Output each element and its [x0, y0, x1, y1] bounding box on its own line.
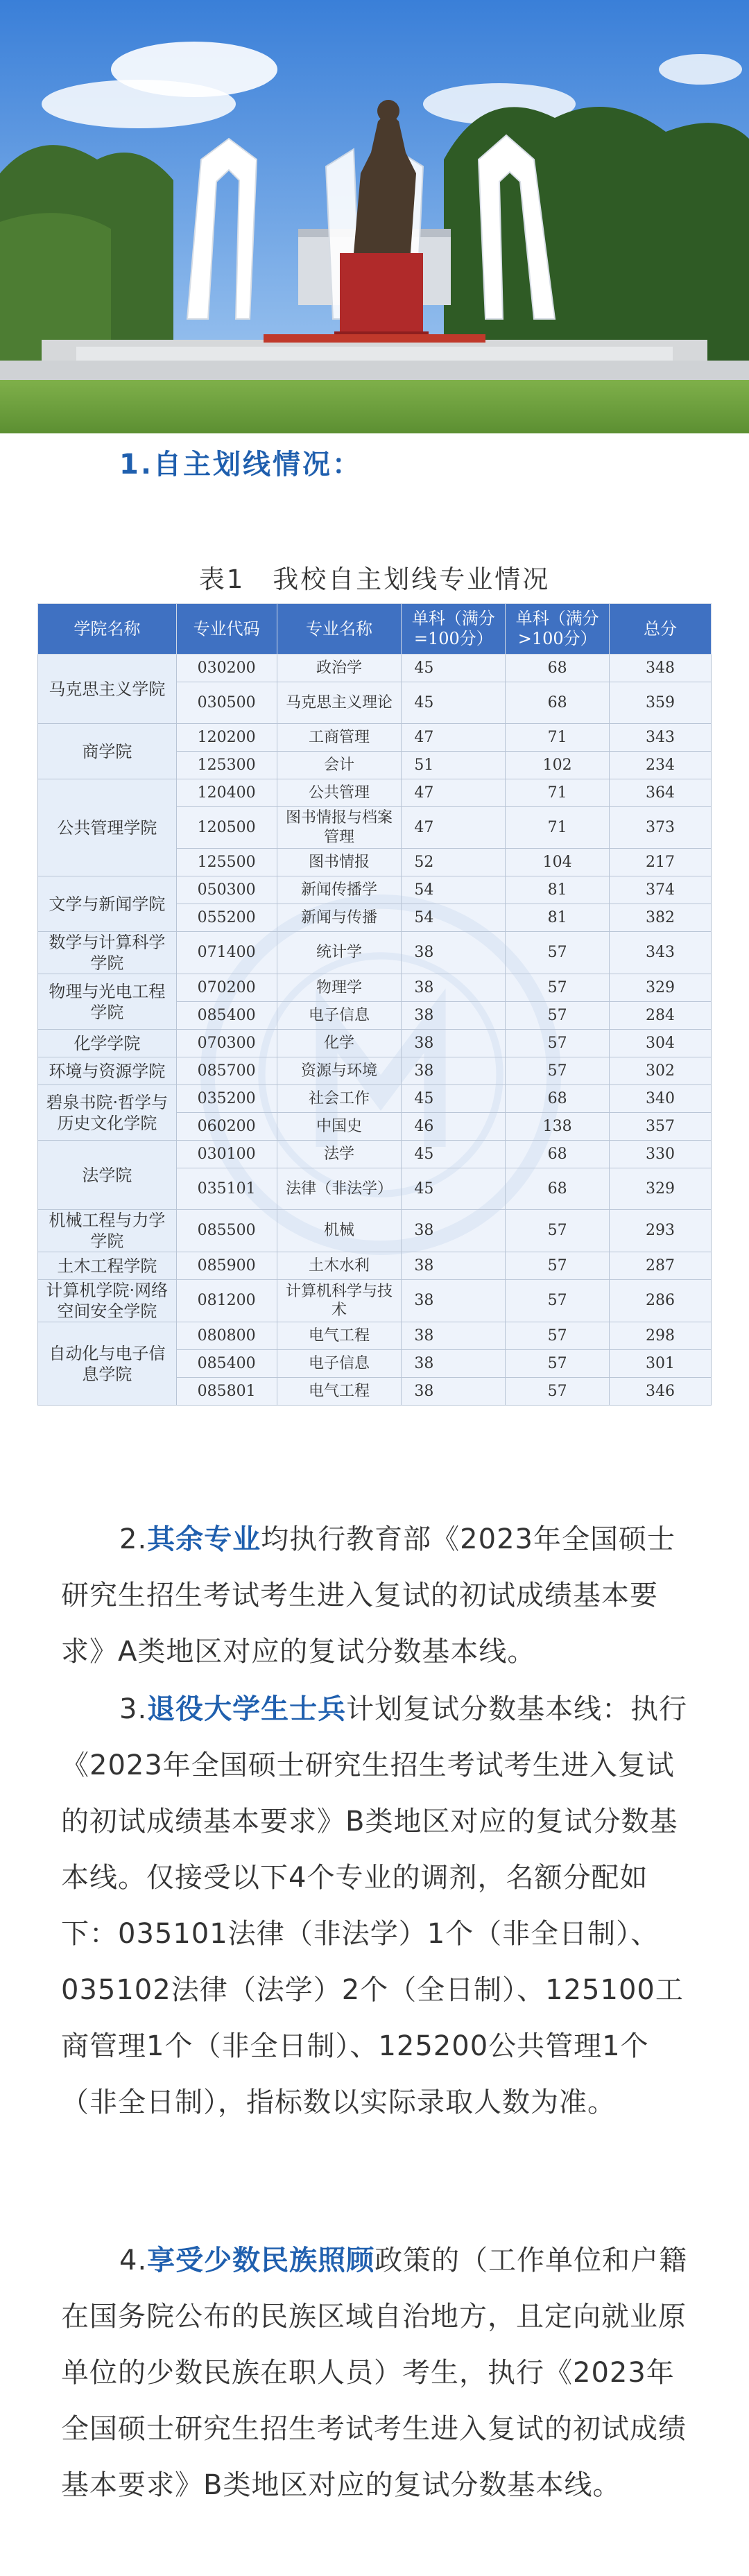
college-cell: 法学院	[38, 1141, 177, 1210]
single-100-cell: 38	[402, 1030, 506, 1057]
major-name-cell: 电气工程	[277, 1322, 402, 1350]
paragraph-2-highlight: 其余专业	[147, 1523, 261, 1555]
table-row	[38, 876, 712, 904]
table-row	[38, 724, 712, 752]
major-name-cell: 政治学	[277, 655, 402, 682]
single-100-cell: 38	[402, 1210, 506, 1252]
single-100-cell: 38	[402, 1280, 506, 1322]
major-name-cell: 新闻传播学	[277, 876, 402, 904]
total-score-cell: 287	[610, 1252, 712, 1280]
total-score-cell: 364	[610, 779, 712, 807]
major-name-cell: 中国史	[277, 1113, 402, 1141]
total-score-cell: 382	[610, 904, 712, 932]
single-over-100-cell: 71	[506, 779, 610, 807]
total-score-cell: 374	[610, 876, 712, 904]
table-row	[38, 1210, 712, 1252]
header-major: 专业名称	[277, 604, 402, 655]
code-cell: 030200	[176, 655, 277, 682]
single-100-cell: 45	[402, 655, 506, 682]
college-cell: 碧泉书院·哲学与历史文化学院	[38, 1085, 177, 1141]
total-score-cell: 217	[610, 849, 712, 876]
single-over-100-cell: 68	[506, 682, 610, 724]
single-100-cell: 38	[402, 1322, 506, 1350]
header-code: 专业代码	[176, 604, 277, 655]
total-score-cell: 340	[610, 1085, 712, 1113]
total-score-cell: 234	[610, 752, 712, 779]
single-100-cell: 38	[402, 1378, 506, 1406]
single-100-cell: 54	[402, 876, 506, 904]
paragraph-3-highlight: 退役大学生士兵	[147, 1693, 347, 1725]
single-over-100-cell: 57	[506, 974, 610, 1002]
single-over-100-cell: 57	[506, 1210, 610, 1252]
total-score-cell: 284	[610, 1002, 712, 1030]
paragraph-2-text: 均执行教育部《2023年全国硕士研究生招生考试考生进入复试的初试成绩基本要求》A类地区对应的复试分数基本线。	[61, 1523, 675, 1668]
major-name-cell: 计算机科学与技术	[277, 1280, 402, 1322]
major-name-cell: 电子信息	[277, 1350, 402, 1378]
single-100-cell: 45	[402, 1085, 506, 1113]
major-name-cell: 会计	[277, 752, 402, 779]
table-row	[38, 779, 712, 807]
total-score-cell: 304	[610, 1030, 712, 1057]
table-caption: 表1 我校自主划线专业情况	[198, 564, 551, 594]
paragraph-3	[61, 1682, 688, 2131]
paragraph-4-text: 政策的（工作单位和户籍在国务院公布的民族区域自治地方，且定向就业原单位的少数民族在职人员）考生，执行《2023年全国硕士研究生招生考试考生进入复试的初试成绩基本要求》B类地区对应的复试分数基本线。	[61, 2245, 688, 2501]
single-100-cell: 45	[402, 1141, 506, 1168]
single-100-cell: 54	[402, 904, 506, 932]
code-cell: 060200	[176, 1113, 277, 1141]
table-body	[38, 655, 712, 1406]
single-over-100-cell: 102	[506, 752, 610, 779]
single-100-cell: 38	[402, 932, 506, 974]
major-name-cell: 图书情报与档案管理	[277, 807, 402, 849]
header-total: 总分	[610, 604, 712, 655]
paragraph-3-number: 3.	[119, 1693, 148, 1725]
code-cell: 125500	[176, 849, 277, 876]
code-cell: 050300	[176, 876, 277, 904]
total-score-cell: 329	[610, 1168, 712, 1210]
college-cell: 自动化与电子信息学院	[38, 1322, 177, 1406]
major-name-cell: 化学	[277, 1030, 402, 1057]
paragraph-4	[61, 2233, 688, 2514]
major-name-cell: 图书情报	[277, 849, 402, 876]
total-score-cell: 343	[610, 932, 712, 974]
code-cell: 085900	[176, 1252, 277, 1280]
college-cell: 数学与计算科学学院	[38, 932, 177, 974]
section-1-heading: 1.自主划线情况：	[119, 449, 363, 481]
paragraph-2-number: 2.	[119, 1523, 148, 1555]
code-cell: 080800	[176, 1322, 277, 1350]
single-over-100-cell: 57	[506, 1252, 610, 1280]
code-cell: 070200	[176, 974, 277, 1002]
major-name-cell: 公共管理	[277, 779, 402, 807]
table-row	[38, 655, 712, 682]
major-name-cell: 法学	[277, 1141, 402, 1168]
code-cell: 125300	[176, 752, 277, 779]
total-score-cell: 293	[610, 1210, 712, 1252]
table-row	[38, 1057, 712, 1085]
table-row	[38, 932, 712, 974]
header-college: 学院名称	[38, 604, 177, 655]
header-single-over-100: 单科（满分>100分）	[506, 604, 610, 655]
code-cell: 081200	[176, 1280, 277, 1322]
single-over-100-cell: 81	[506, 904, 610, 932]
single-100-cell: 46	[402, 1113, 506, 1141]
major-name-cell: 马克思主义理论	[277, 682, 402, 724]
table-row	[38, 1252, 712, 1280]
major-name-cell: 物理学	[277, 974, 402, 1002]
paragraph-2	[61, 1512, 688, 1680]
single-100-cell: 52	[402, 849, 506, 876]
single-over-100-cell: 57	[506, 1002, 610, 1030]
single-100-cell: 38	[402, 1057, 506, 1085]
code-cell: 120500	[176, 807, 277, 849]
table-row	[38, 1280, 712, 1322]
college-cell: 计算机学院·网络空间安全学院	[38, 1280, 177, 1322]
college-cell: 化学学院	[38, 1030, 177, 1057]
total-score-cell: 373	[610, 807, 712, 849]
total-score-cell: 357	[610, 1113, 712, 1141]
single-100-cell: 38	[402, 974, 506, 1002]
code-cell: 035200	[176, 1085, 277, 1113]
single-over-100-cell: 138	[506, 1113, 610, 1141]
college-cell: 文学与新闻学院	[38, 876, 177, 932]
table-header-row	[38, 604, 712, 655]
single-100-cell: 45	[402, 1168, 506, 1210]
table-row	[38, 1085, 712, 1113]
single-over-100-cell: 68	[506, 1168, 610, 1210]
college-cell: 马克思主义学院	[38, 655, 177, 724]
code-cell: 085500	[176, 1210, 277, 1252]
table-container	[37, 603, 712, 1428]
code-cell: 035101	[176, 1168, 277, 1210]
code-cell: 085801	[176, 1378, 277, 1406]
header-single-100: 单科（满分=100分）	[402, 604, 506, 655]
code-cell: 030500	[176, 682, 277, 724]
code-cell: 120400	[176, 779, 277, 807]
single-100-cell: 38	[402, 1252, 506, 1280]
total-score-cell: 348	[610, 655, 712, 682]
single-over-100-cell: 81	[506, 876, 610, 904]
single-100-cell: 45	[402, 682, 506, 724]
table-row	[38, 974, 712, 1002]
table-row	[38, 1322, 712, 1350]
code-cell: 070300	[176, 1030, 277, 1057]
major-name-cell: 电子信息	[277, 1002, 402, 1030]
single-over-100-cell: 68	[506, 1141, 610, 1168]
major-name-cell: 机械	[277, 1210, 402, 1252]
single-over-100-cell: 57	[506, 1057, 610, 1085]
single-over-100-cell: 71	[506, 807, 610, 849]
total-score-cell: 298	[610, 1322, 712, 1350]
college-cell: 公共管理学院	[38, 779, 177, 876]
single-over-100-cell: 68	[506, 1085, 610, 1113]
total-score-cell: 330	[610, 1141, 712, 1168]
major-name-cell: 资源与环境	[277, 1057, 402, 1085]
college-cell: 机械工程与力学学院	[38, 1210, 177, 1252]
table-row	[38, 1030, 712, 1057]
single-over-100-cell: 57	[506, 1322, 610, 1350]
paragraph-4-number: 4.	[119, 2245, 148, 2276]
major-name-cell: 新闻与传播	[277, 904, 402, 932]
table-row	[38, 1141, 712, 1168]
single-over-100-cell: 57	[506, 1280, 610, 1322]
major-name-cell: 法律（非法学）	[277, 1168, 402, 1210]
college-cell: 商学院	[38, 724, 177, 779]
single-over-100-cell: 68	[506, 655, 610, 682]
paragraph-4-highlight: 享受少数民族照顾	[147, 2245, 375, 2276]
total-score-cell: 359	[610, 682, 712, 724]
major-name-cell: 社会工作	[277, 1085, 402, 1113]
single-100-cell: 47	[402, 779, 506, 807]
campus-photo	[0, 0, 749, 433]
total-score-cell: 343	[610, 724, 712, 752]
single-100-cell: 51	[402, 752, 506, 779]
single-100-cell: 47	[402, 724, 506, 752]
single-over-100-cell: 57	[506, 932, 610, 974]
major-name-cell: 土木水利	[277, 1252, 402, 1280]
major-name-cell: 工商管理	[277, 724, 402, 752]
code-cell: 030100	[176, 1141, 277, 1168]
college-cell: 环境与资源学院	[38, 1057, 177, 1085]
paragraph-3-text: 计划复试分数基本线：执行《2023年全国硕士研究生招生考试考生进入复试的初试成绩基本要求》B类地区对应的复试分数基本线。仅接受以下4个专业的调剂，名额分配如下：035101法律（非法学）1个（非全日制）、035102法律（法学）2个（全日制）、125100工商管理1个（非全日制）、125200公共管理1个（非全日制），指标数以实际录取人数为准。	[61, 1693, 688, 2118]
code-cell: 085400	[176, 1002, 277, 1030]
college-cell: 土木工程学院	[38, 1252, 177, 1280]
total-score-cell: 346	[610, 1378, 712, 1406]
single-over-100-cell: 57	[506, 1030, 610, 1057]
single-over-100-cell: 104	[506, 849, 610, 876]
campus-statue-illustration	[0, 0, 749, 433]
single-over-100-cell: 71	[506, 724, 610, 752]
single-over-100-cell: 57	[506, 1350, 610, 1378]
total-score-cell: 286	[610, 1280, 712, 1322]
code-cell: 085700	[176, 1057, 277, 1085]
code-cell: 085400	[176, 1350, 277, 1378]
code-cell: 055200	[176, 904, 277, 932]
single-over-100-cell: 57	[506, 1378, 610, 1406]
single-100-cell: 47	[402, 807, 506, 849]
single-100-cell: 38	[402, 1002, 506, 1030]
total-score-cell: 329	[610, 974, 712, 1002]
college-cell: 物理与光电工程学院	[38, 974, 177, 1030]
total-score-cell: 301	[610, 1350, 712, 1378]
major-name-cell: 电气工程	[277, 1378, 402, 1406]
code-cell: 071400	[176, 932, 277, 974]
major-score-table	[37, 603, 712, 1406]
major-name-cell: 统计学	[277, 932, 402, 974]
single-100-cell: 38	[402, 1350, 506, 1378]
code-cell: 120200	[176, 724, 277, 752]
total-score-cell: 302	[610, 1057, 712, 1085]
